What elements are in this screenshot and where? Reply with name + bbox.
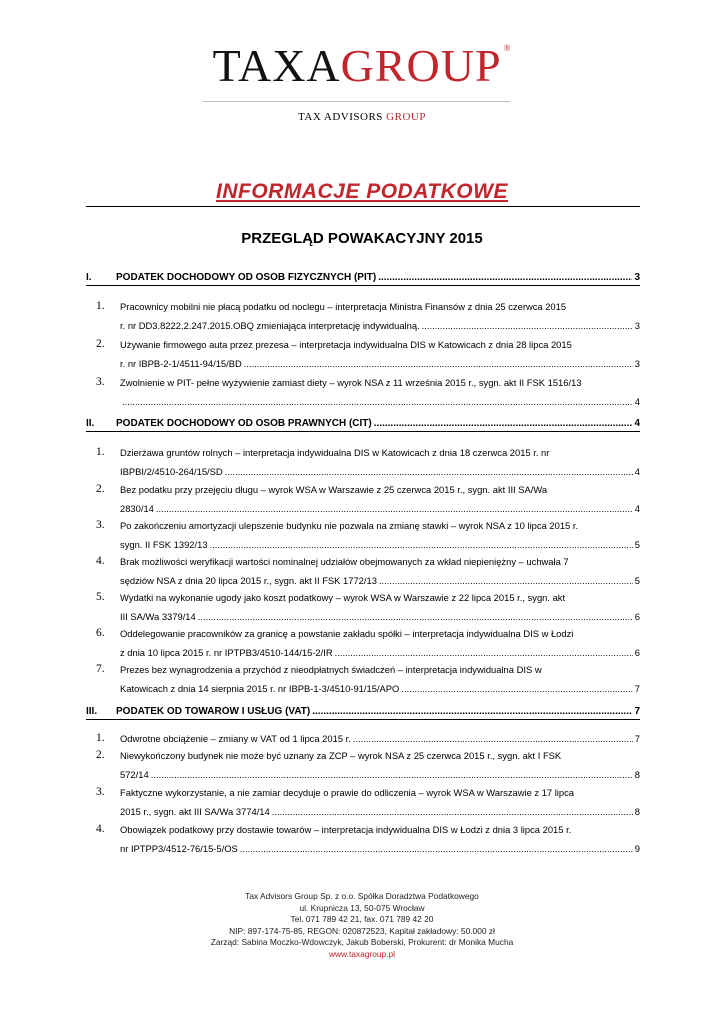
item-page: 6 bbox=[634, 647, 640, 658]
footer-phone: Tel. 071 789 42 21, fax. 071 789 42 20 bbox=[290, 914, 434, 925]
item-text-line1: Brak możliwości weryfikacji wartości nominalnej udziałów obejmowanych za wkład niepieniężny – uchwała 7 bbox=[120, 556, 569, 567]
section-title: PODATEK DOCHODOWY OD OSÓB PRAWNYCH (CIT) bbox=[116, 418, 372, 429]
toc-section-cit[interactable] bbox=[86, 418, 640, 429]
item-text-line2: z dnia 10 lipca 2015 r. nr IPTPB3/4510-144/15-2/IR bbox=[120, 647, 333, 658]
section-number: III. bbox=[86, 706, 98, 717]
section-divider bbox=[86, 719, 640, 720]
item-text-line2: sędziów NSA z dnia 20 lipca 2015 r., sygn. akt II FSK 1772/13 bbox=[120, 575, 377, 586]
item-page: 9 bbox=[634, 843, 640, 854]
page-footer bbox=[0, 891, 724, 961]
footer-management: Zarząd: Sabina Moczko-Wdowczyk, Jakub Boberski, Prokurent: dr Monika Mucha bbox=[210, 937, 514, 948]
item-page: 8 bbox=[634, 806, 640, 817]
item-page: 7 bbox=[634, 683, 640, 694]
section-page: 7 bbox=[634, 706, 640, 717]
item-number: 2. bbox=[96, 338, 105, 350]
item-text-line1: Odwrotne obciążenie – zmiany w VAT od 1 lipca 2015 r. bbox=[120, 733, 351, 744]
item-text-line2: Katowicach z dnia 14 sierpnia 2015 r. nr IBPB-1-3/4510-91/15/APO bbox=[120, 683, 400, 694]
logo-divider bbox=[203, 101, 510, 102]
item-number: 3. bbox=[96, 376, 105, 388]
item-page: 5 bbox=[634, 575, 640, 586]
item-text-line2: nr IPTPP3/4512-76/15-5/OS bbox=[120, 843, 238, 854]
item-text-line2: 2830/14 bbox=[120, 503, 154, 514]
item-text-line1: Bez podatku przy przejęciu długu – wyrok WSA w Warszawie z 25 czerwca 2015 r., sygn. akt III SA/Wa bbox=[120, 484, 548, 495]
logo-text-red: GROUP bbox=[340, 40, 502, 91]
item-text-line1: Faktyczne wykorzystanie, a nie zamiar decyduje o prawie do odliczenia – wyrok WSA w Warszawie z 17 lipca bbox=[120, 787, 575, 798]
item-page: 7 bbox=[634, 733, 640, 744]
logo-text-black: TAXA bbox=[212, 40, 341, 91]
item-page: 6 bbox=[634, 611, 640, 622]
item-page: 4 bbox=[634, 503, 640, 514]
item-number: 6. bbox=[96, 627, 105, 639]
item-text-line1: Dzierżawa gruntów rolnych – interpretacja indywidualna DIS w Katowicach z dnia 18 czerwca 2015 r. nr bbox=[120, 447, 550, 458]
section-divider bbox=[86, 431, 640, 432]
item-page: 3 bbox=[634, 358, 640, 369]
item-number: 5. bbox=[96, 591, 105, 603]
item-text-line1: Prezes bez wynagrodzenia a przychód z nieodpłatnych świadczeń – interpretacja indywidualna DIS w bbox=[120, 664, 542, 675]
document-title: INFORMACJE PODATKOWE bbox=[216, 180, 508, 203]
toc-section-vat[interactable] bbox=[86, 706, 640, 717]
item-number: 7. bbox=[96, 663, 105, 675]
item-page: 4 bbox=[634, 466, 640, 477]
section-page: 3 bbox=[634, 272, 640, 283]
item-number: 4. bbox=[96, 555, 105, 567]
footer-address: ul. Krupnicza 13, 50-075 Wrocław bbox=[299, 902, 425, 913]
tagline-black: TAX ADVISORS bbox=[298, 111, 383, 123]
section-number: II. bbox=[86, 418, 95, 429]
item-text-line1: Zwolnienie w PIT- pełne wyżywienie zamiast diety – wyrok NSA z 11 września 2015 r., sygn. akt II FSK 1516/13 bbox=[120, 377, 582, 388]
item-text-line2: IBPBI/2/4510-264/15/SD bbox=[120, 466, 223, 477]
item-page: 5 bbox=[634, 539, 640, 550]
item-number: 3. bbox=[96, 786, 105, 798]
footer-company: Tax Advisors Group Sp. z o.o. Spółka Doradztwa Podatkowego bbox=[245, 891, 479, 901]
item-number: 2. bbox=[96, 749, 105, 761]
section-number: I. bbox=[86, 272, 92, 283]
item-number: 1. bbox=[96, 732, 105, 744]
section-title: PODATEK OD TOWARÓW I USŁUG (VAT) bbox=[116, 706, 311, 717]
section-divider bbox=[86, 285, 640, 286]
item-text-line1: Wydatki na wykonanie ugody jako koszt podatkowy – wyrok WSA w Warszawie z 22 lipca 2015 r., sygn. akt bbox=[120, 592, 566, 603]
item-number: 3. bbox=[96, 519, 105, 531]
item-number: 1. bbox=[96, 300, 105, 312]
item-text-line2: sygn. II FSK 1392/13 bbox=[120, 539, 208, 550]
item-text-line2: r. nr DD3.8222.2.247.2015.OBQ zmieniająca interpretację indywidualną. bbox=[120, 320, 420, 331]
company-tagline bbox=[0, 111, 724, 123]
item-page: 8 bbox=[634, 769, 640, 780]
registered-mark: ® bbox=[503, 43, 512, 53]
item-text-line2: 2015 r., sygn. akt III SA/Wa 3774/14 bbox=[120, 806, 270, 817]
footer-website-link[interactable]: www.taxagroup.pl bbox=[328, 948, 396, 959]
section-page: 4 bbox=[634, 418, 640, 429]
tagline-red: GROUP bbox=[386, 111, 426, 123]
item-text-line1: Niewykończony budynek nie może być uznany za ZCP – wyrok NSA z 25 czerwca 2015 r., sygn. akt I FSK bbox=[120, 750, 562, 761]
toc-section-pit[interactable] bbox=[86, 272, 640, 283]
item-page: 3 bbox=[634, 320, 640, 331]
item-text-line1: Oddelegowanie pracowników za granicę a powstanie zakładu spółki – interpretacja indywidualna DIS w Łodzi bbox=[120, 628, 574, 639]
title-divider bbox=[86, 206, 640, 207]
item-text-line1: Pracownicy mobilni nie płacą podatku od noclegu – interpretacja Ministra Finansów z dnia 25 czerwca 2015 bbox=[120, 301, 567, 312]
item-text-line1: Używanie firmowego auta przez prezesa – interpretacja indywidualna DIS w Katowicach z dnia 28 lipca 2015 bbox=[120, 339, 572, 350]
item-text-line2: 572/14 bbox=[120, 769, 149, 780]
item-text-line1: Obowiązek podatkowy przy dostawie towarów – interpretacja indywidualna DIS w Łodzi z dnia 3 lipca 2015 r. bbox=[120, 824, 572, 835]
document-subtitle: PRZEGLĄD POWAKACYJNY 2015 bbox=[241, 230, 483, 247]
footer-registry: NIP: 897-174-75-85, REGON: 020872523, Kapitał zakładowy: 50.000 zł bbox=[229, 925, 495, 936]
company-logo bbox=[0, 40, 724, 91]
item-text-line2: III SA/Wa 3379/14 bbox=[120, 611, 196, 622]
item-page: 4 bbox=[634, 396, 640, 407]
item-text-line1: Po zakończeniu amortyzacji ulepszenie budynku nie pozwala na zmianę stawki – wyrok NSA z 10 lipca 2015 r. bbox=[120, 520, 579, 531]
item-number: 4. bbox=[96, 823, 105, 835]
section-title: PODATEK DOCHODOWY OD OSÓB FIZYCZNYCH (PIT) bbox=[116, 272, 377, 283]
item-text-line2: r. nr IBPB-2-1/4511-94/15/BD bbox=[120, 358, 242, 369]
item-number: 1. bbox=[96, 446, 105, 458]
item-number: 2. bbox=[96, 483, 105, 495]
